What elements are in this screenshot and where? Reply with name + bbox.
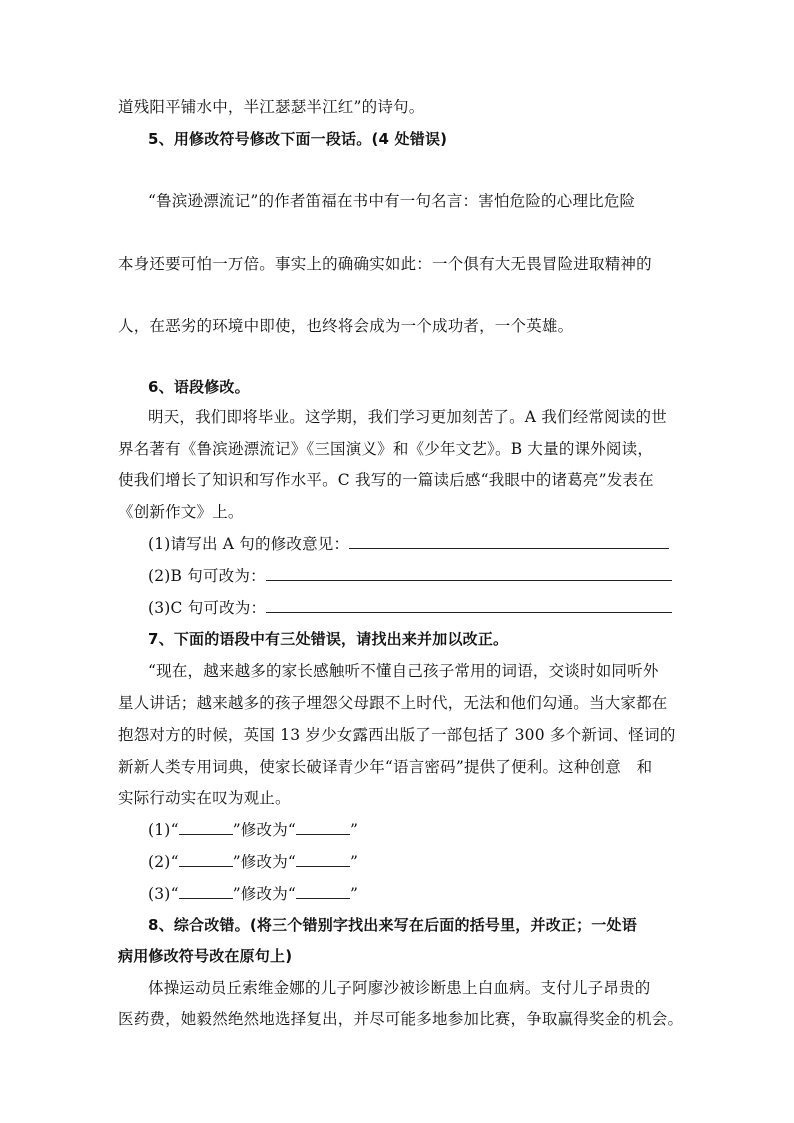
q7-answer-2 (148, 849, 678, 875)
q7-line-4: 新新人类专用词典，使家长破译青少年“语言密码”提供了便利。这种创意 和 (118, 758, 653, 776)
q7-answer-3-wrong-blank[interactable] (179, 882, 233, 899)
q6-line-3: 使我们增长了知识和写作水平。C 我写的一篇读后感“我眼中的诸葛亮”发表在 (118, 471, 654, 489)
q8-title-line-2: 病用修改符号改在原句上) (118, 947, 293, 965)
q6-answer-3 (148, 595, 678, 621)
q6-answer-2-blank[interactable] (266, 564, 672, 581)
q7-line-3: 抱怨对方的时候，英国 13 岁少女露西出版了一部包括了 300 多个新词、怪词的 (118, 726, 676, 744)
q7-answer-3-mid: ”修改为“ (232, 885, 297, 903)
q7-answer-3-right-blank[interactable] (296, 882, 350, 899)
q6-line-1: 明天，我们即将毕业。这学期，我们学习更加刻苦了。A 我们经常阅读的世 (148, 408, 667, 426)
q8-title-line-1: 8、综合改错。(将三个错别字找出来写在后面的括号里，并改正；一处语 (148, 916, 637, 934)
q7-line-1: “现在，越来越多的家长感触听不懂自己孩子常用的词语，交谈时如同听外 (148, 662, 659, 680)
q7-answer-3 (148, 881, 678, 907)
q6-title: 6、语段修改。 (148, 378, 250, 396)
q5-line-3: 人，在恶劣的环境中即使，也终将会成为一个成功者，一个英雄。 (118, 317, 574, 335)
q8-line-2: 医药费，她毅然绝然地选择复出，并尽可能多地参加比赛，争取赢得奖金的机会。 (118, 1010, 684, 1028)
q6-answer-1-blank[interactable] (349, 532, 669, 549)
q7-answer-1-num: (1) (148, 821, 171, 839)
q7-answer-2-close: ” (350, 853, 359, 871)
q7-answer-1-mid: ”修改为“ (232, 821, 297, 839)
q7-line-2: 星人讲话；越来越多的孩子埋怨父母跟不上时代，无法和他们勾通。当大家都在 (118, 694, 668, 712)
q6-answer-2-label: (2)B 句可改为： (148, 567, 266, 585)
q5-line-2: 本身还要可怕一万倍。事实上的确确实如此：一个俱有大无畏冒险进取精神的 (118, 255, 652, 273)
q6-answer-3-blank[interactable] (266, 596, 672, 613)
q7-answer-1-open: “ (170, 821, 179, 839)
q6-line-2: 界名著有《鲁滨逊漂流记》《三国演义》和《少年文艺》。B 大量的课外阅读， (118, 440, 654, 458)
q7-answer-2-mid: ”修改为“ (232, 853, 297, 871)
q7-answer-1-wrong-blank[interactable] (179, 818, 233, 835)
q5-title: 5、用修改符号修改下面一段话。(4 处错误) (148, 130, 448, 148)
q6-answer-1-label: (1)请写出 A 句的修改意见： (148, 535, 350, 553)
q7-answer-3-open: “ (170, 885, 179, 903)
q6-answer-1 (148, 531, 678, 557)
continuation-line: 道残阳平铺水中，半江瑟瑟半江红”的诗句。 (118, 98, 425, 116)
q7-title: 7、下面的语段中有三处错误，请找出来并加以改正。 (148, 630, 509, 648)
q6-answer-3-label: (3)C 句可改为： (148, 599, 267, 617)
q7-answer-2-wrong-blank[interactable] (179, 850, 233, 867)
q7-answer-2-right-blank[interactable] (296, 850, 350, 867)
q7-answer-2-open: “ (170, 853, 179, 871)
q7-answer-1 (148, 817, 678, 843)
q5-line-1: “鲁滨逊漂流记”的作者笛福在书中有一句名言：害怕危险的心理比危险 (148, 192, 636, 210)
q7-line-5: 实际行动实在叹为观止。 (118, 789, 291, 807)
q7-answer-3-close: ” (350, 885, 359, 903)
q7-answer-1-close: ” (350, 821, 359, 839)
q8-line-1: 体操运动员丘索维金娜的儿子阿廖沙被诊断患上白血病。支付儿子昂贵的 (148, 979, 651, 997)
q7-answer-3-num: (3) (148, 885, 171, 903)
q6-line-4: 《创新作文》上。 (118, 503, 244, 521)
q7-answer-2-num: (2) (148, 853, 171, 871)
q6-answer-2 (148, 563, 678, 589)
q7-answer-1-right-blank[interactable] (296, 818, 350, 835)
